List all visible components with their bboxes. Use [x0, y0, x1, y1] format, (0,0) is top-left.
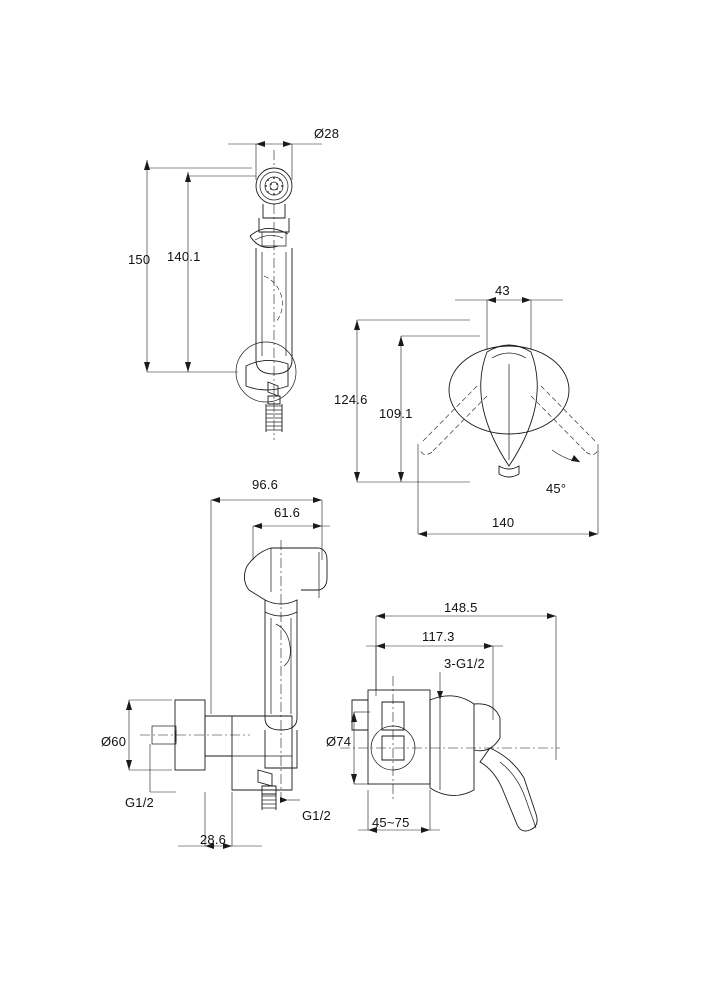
dim-label-140-1: 140.1: [167, 249, 201, 264]
dim-label-140: 140: [492, 515, 515, 530]
dim-label-d74: Ø74: [326, 734, 352, 749]
dim-label-45-75: 45~75: [372, 815, 410, 830]
dim-label-d60: Ø60: [101, 734, 127, 749]
dim-label-150: 150: [128, 252, 151, 267]
dim-label-43: 43: [495, 283, 510, 298]
view-bottom-right: [340, 613, 560, 833]
dim-label-28-6: 28.6: [200, 832, 227, 847]
dim-label-96-6: 96.6: [252, 477, 279, 492]
view-top-left: [144, 141, 322, 440]
dim-label-117-3: 117.3: [422, 629, 455, 644]
dim-label-3-g12: 3-G1/2: [444, 656, 485, 671]
dim-label-g12-right: G1/2: [302, 808, 331, 823]
dim-label-g12-left: G1/2: [125, 795, 154, 810]
view-bottom-left: [126, 497, 330, 849]
dim-label-45-deg: 45°: [546, 481, 567, 496]
dim-label-61-6: 61.6: [274, 505, 301, 520]
dim-label-148-5: 148.5: [444, 600, 478, 615]
dim-label-d28: Ø28: [314, 126, 340, 141]
dim-label-124-6: 124.6: [334, 392, 368, 407]
dim-label-109-1: 109.1: [379, 406, 413, 421]
